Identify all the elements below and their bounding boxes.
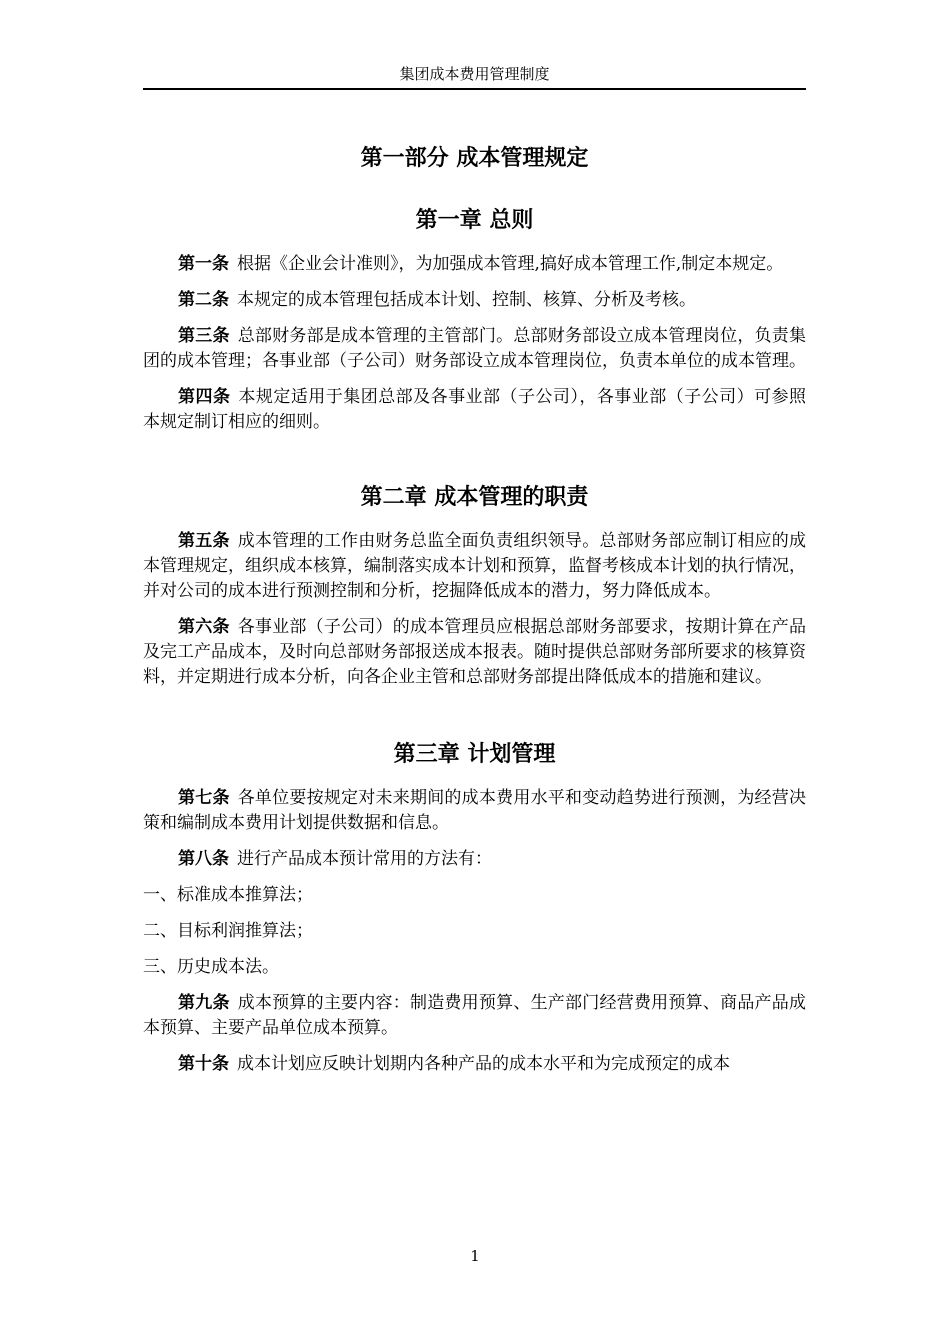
article-8-text: 进行产品成本预计常用的方法有： [237, 849, 492, 869]
article-3-label: 第三条 [178, 326, 230, 346]
article-6 [143, 615, 806, 690]
article-9-text: 成本预算的主要内容：制造费用预算、生产部门经营费用预算、商品产品成本预算、主要产品单位成本预算。 [143, 993, 807, 1038]
part-title: 第一部分 成本管理规定 [360, 145, 589, 171]
article-2-label: 第二条 [178, 290, 229, 310]
article-2 [143, 288, 806, 313]
article-4-text: 本规定适用于集团总部及各事业部（子公司），各事业部（子公司）可参照本规定制订相应的细则。 [143, 387, 807, 432]
chapter-1-title: 第一章 总则 [415, 207, 534, 233]
article-1-text: 根据《企业会计准则》，为加强成本管理,搞好成本管理工作,制定本规定。 [237, 254, 784, 274]
page-number: 1 [470, 1247, 480, 1265]
article-6-text: 各事业部（子公司）的成本管理员应根据总部财务部要求，按期计算在产品及完工产品成本，及时向总部财务部报送成本报表。随时提供总部财务部所要求的核算资料，并定期进行成本分析，向各企业主管和总部财务部提出降低成本的措施和建议。 [143, 617, 807, 687]
article-1-label: 第一条 [178, 254, 229, 274]
article-9 [143, 991, 806, 1041]
article-5 [143, 529, 806, 604]
page-header-title: 集团成本费用管理制度 [399, 65, 550, 83]
article-8 [143, 847, 806, 872]
article-7-label: 第七条 [178, 788, 230, 808]
method-item-2: 二、目标利润推算法； [143, 921, 313, 941]
article-8-label: 第八条 [178, 849, 229, 869]
article-5-text: 成本管理的工作由财务总监全面负责组织领导。总部财务部应制订相应的成本管理规定，组织成本核算，编制落实成本计划和预算，监督考核成本计划的执行情况，并对公司的成本进行预测控制和分析，挖掘降低成本的潜力，努力降低成本。 [143, 531, 807, 601]
article-1 [143, 252, 806, 277]
article-9-label: 第九条 [178, 993, 230, 1013]
article-5-label: 第五条 [178, 531, 230, 551]
article-10-label: 第十条 [178, 1054, 229, 1074]
article-3 [143, 324, 806, 374]
article-6-label: 第六条 [178, 617, 230, 637]
method-item-1: 一、标准成本推算法； [143, 885, 313, 905]
article-3-text: 总部财务部是成本管理的主管部门。总部财务部设立成本管理岗位，负责集团的成本管理；各事业部（子公司）财务部设立成本管理岗位，负责本单位的成本管理。 [143, 326, 807, 371]
article-4 [143, 385, 806, 435]
article-10-text: 成本计划应反映计划期内各种产品的成本水平和为完成预定的成本 [237, 1054, 730, 1074]
chapter-3-title: 第三章 计划管理 [393, 741, 556, 767]
header-divider [143, 88, 806, 90]
document-body [143, 140, 806, 1077]
article-2-text: 本规定的成本管理包括成本计划、控制、核算、分析及考核。 [237, 290, 696, 310]
chapter-2-title: 第二章 成本管理的职责 [360, 484, 589, 510]
article-7 [143, 786, 806, 836]
method-item-3: 三、历史成本法。 [143, 957, 279, 977]
article-10 [143, 1052, 806, 1077]
article-4-label: 第四条 [178, 387, 231, 407]
article-7-text: 各单位要按规定对未来期间的成本费用水平和变动趋势进行预测，为经营决策和编制成本费用计划提供数据和信息。 [143, 788, 807, 833]
